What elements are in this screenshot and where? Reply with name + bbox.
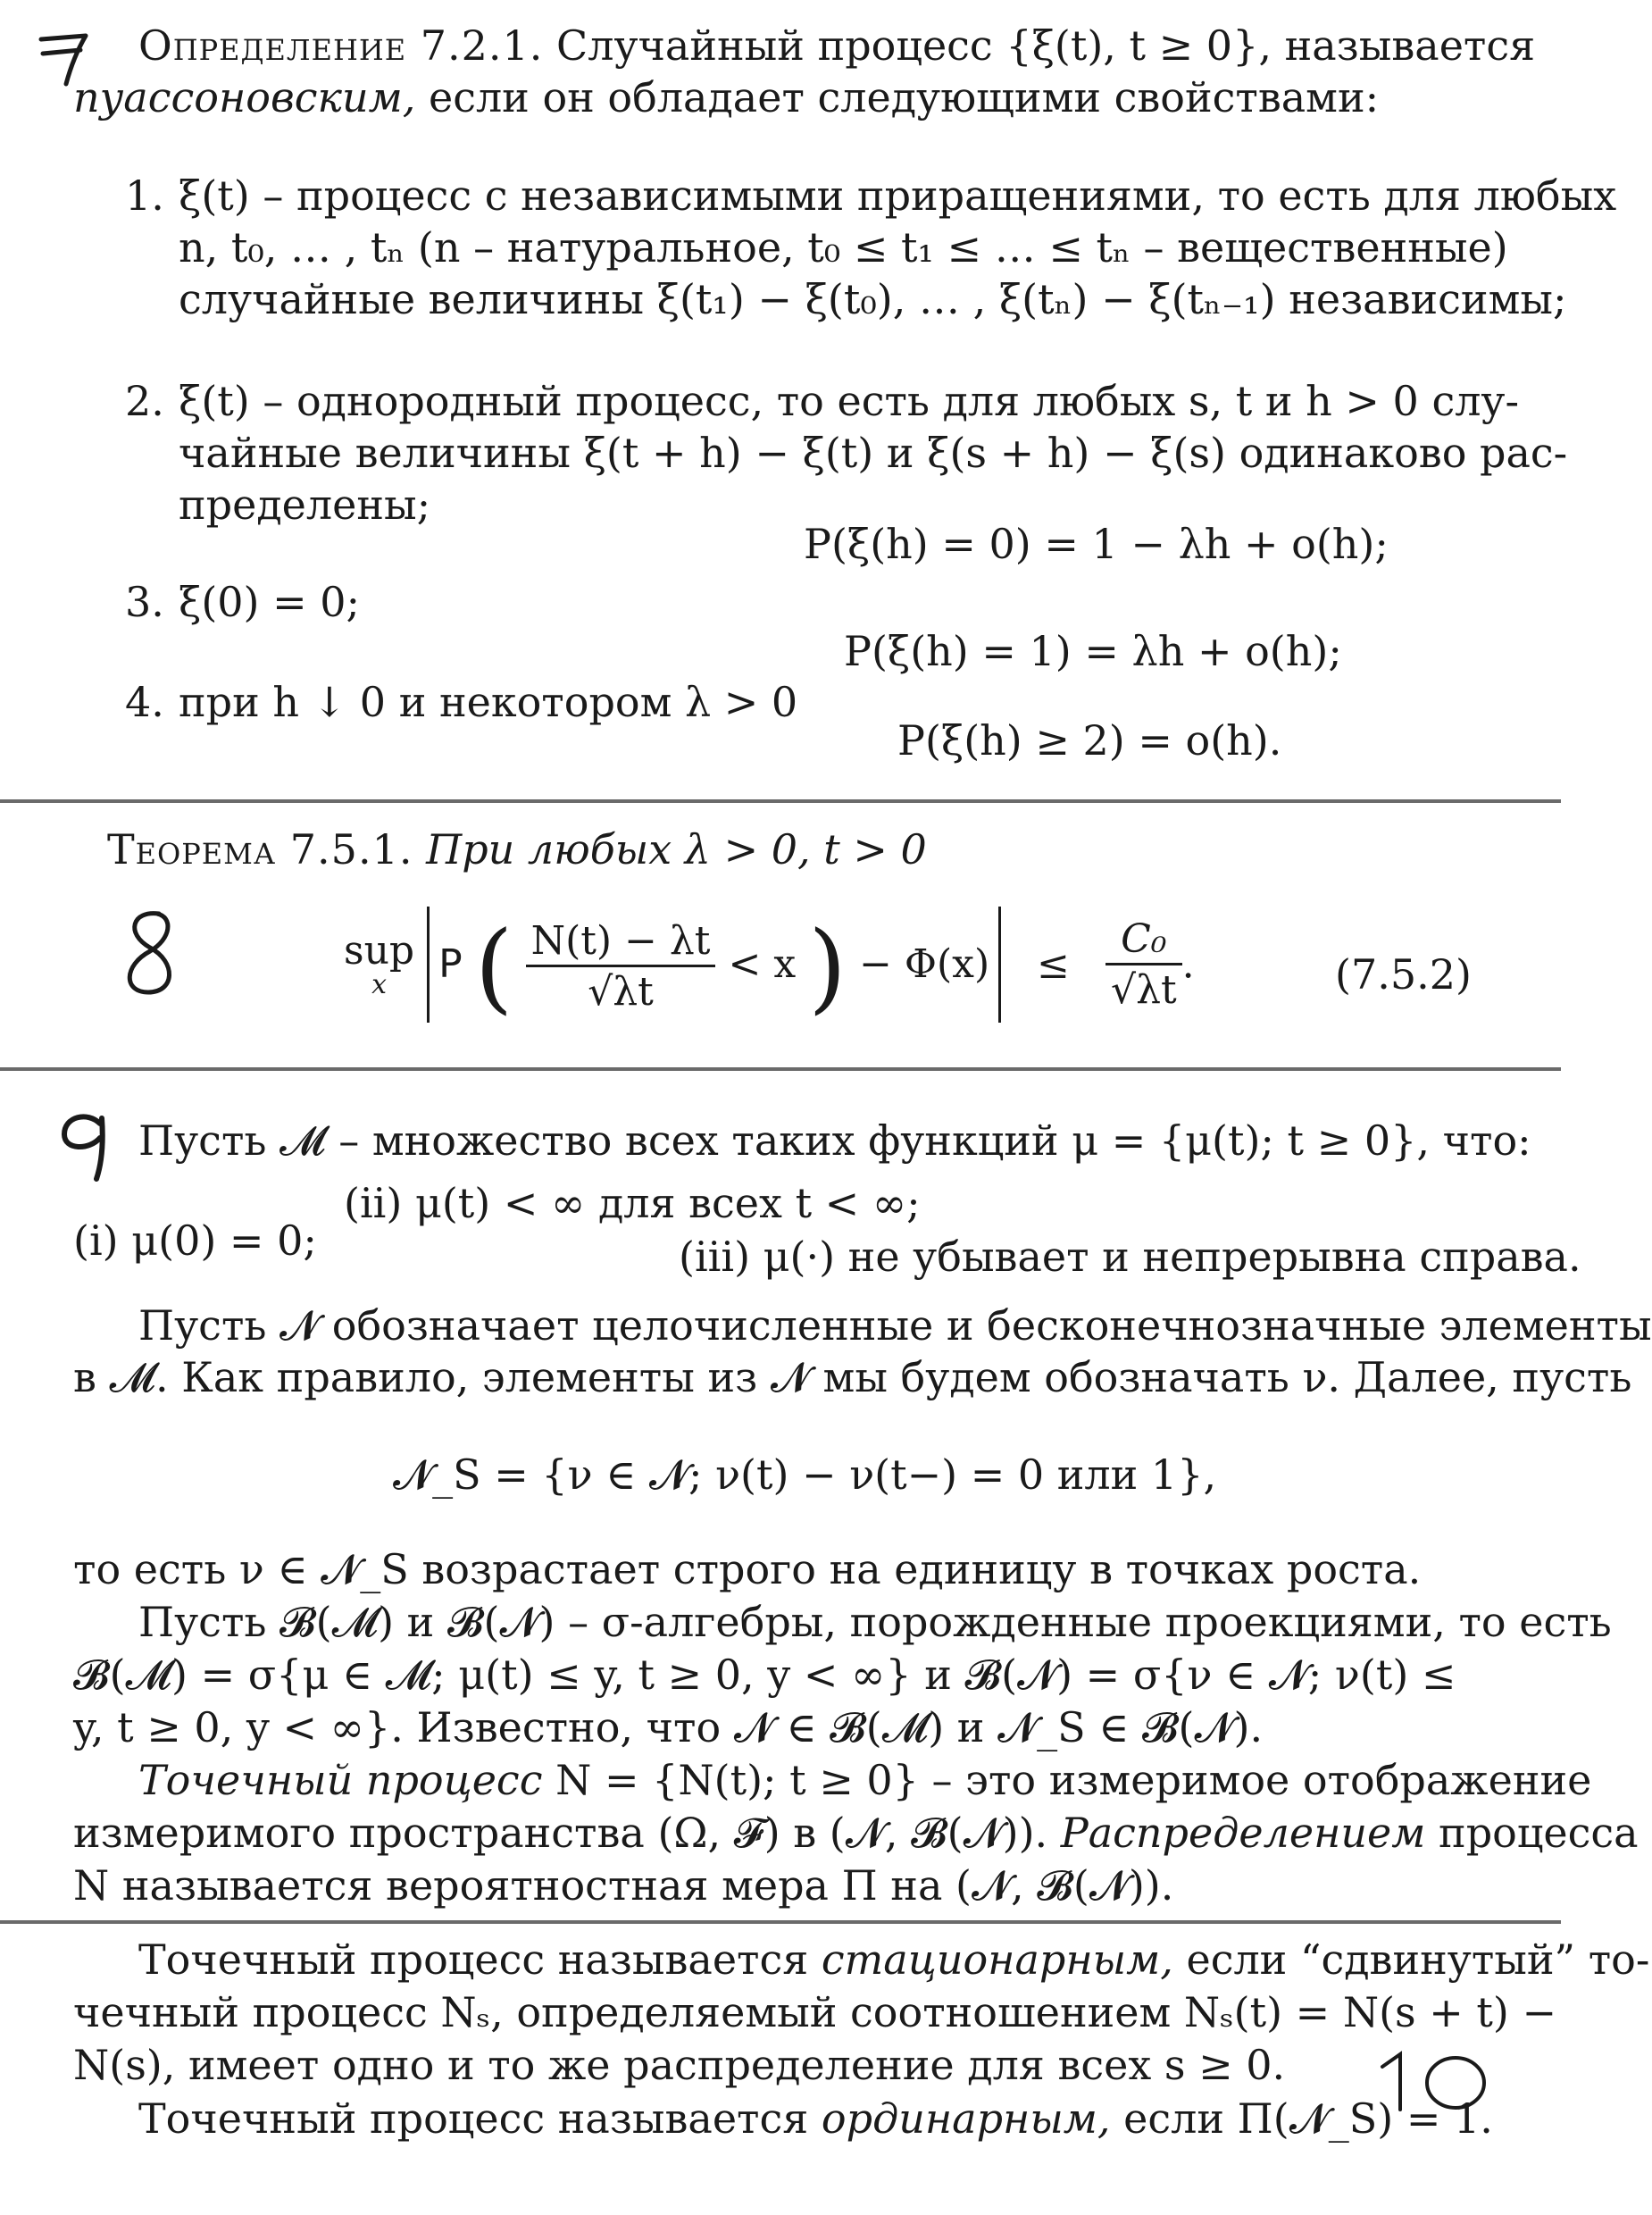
condition-iii: (iii) μ(·) не убывает и непрерывна справа. — [679, 1233, 1581, 1281]
section-divider — [0, 1920, 1561, 1924]
item-2-line2: чайные величины ξ(t + h) − ξ(t) и ξ(s + h) − ξ(s) одинаково рас- — [179, 429, 1568, 477]
ns-display-formula: 𝓝_S = {ν ∈ 𝓝; ν(t) − ν(t−) = 0 или 1}, — [393, 1450, 1217, 1499]
ordinary-term: ординарным, — [821, 2094, 1111, 2143]
stationary-line1a: Точечный процесс называется — [138, 1935, 809, 1984]
definition-intro-line2: если он обладает следующими свойствами: — [428, 73, 1380, 121]
ordinary-line-b: если Π(𝓝_S) = 1. — [1123, 2094, 1493, 2143]
lhs-denominator: √λt — [526, 965, 716, 1016]
n-elements-line1: Пусть 𝓝 обозначает целочисленные и бесконечнозначные элементы — [138, 1301, 1652, 1350]
ns-explanation: то есть ν ∈ 𝓝_S возрастает строго на единицу в точках роста. — [73, 1545, 1422, 1593]
probability-symbol: P — [438, 941, 463, 987]
handwritten-number-9-icon — [54, 1108, 116, 1188]
le-symbol: ≤ — [1037, 941, 1071, 988]
item-1-line3: случайные величины ξ(t₁) − ξ(t₀), … , ξ(tₙ) − ξ(tₙ₋₁) независимы; — [179, 275, 1567, 323]
item-4-number: 4. — [125, 678, 164, 726]
stationary-line3: N(s), имеет одно и то же распределение для всех s ≥ 0. — [73, 2041, 1286, 2089]
point-process-line1: N = {N(t); t ≥ 0} – это измеримое отображение — [555, 1756, 1592, 1804]
theorem-heading: Теорема 7.5.1. — [107, 825, 413, 873]
item-4-text: при h ↓ 0 и некотором λ > 0 — [179, 678, 798, 726]
handwritten-number-8-icon — [114, 907, 195, 1000]
definition-intro-line1: Случайный процесс {ξ(t), t ≥ 0}, называется — [556, 21, 1536, 70]
rhs-numerator: C₀ — [1121, 915, 1167, 962]
lhs-numerator: N(t) − λt — [530, 918, 711, 964]
stationary-term: стационарным, — [821, 1935, 1173, 1984]
sup-operator: sup — [344, 928, 415, 974]
distribution-term: Распределением — [1060, 1809, 1426, 1857]
equation-number: (7.5.2) — [1335, 950, 1472, 999]
sigma-algebra-line1: Пусть 𝓑(𝓜) и 𝓑(𝓝) – σ-алгебры, порожденные проекциями, то есть — [138, 1598, 1612, 1646]
formula-p2: P(ξ(h) ≥ 2) = o(h). — [897, 716, 1282, 765]
m-set-definition: Пусть 𝓜 – множество всех таких функций μ = {μ(t); t ≥ 0}, что: — [138, 1116, 1531, 1165]
sup-subscript: x — [371, 969, 387, 1000]
item-2-line3: пределены; — [179, 481, 431, 529]
formula-p0: P(ξ(h) = 0) = 1 − λh + o(h); — [804, 520, 1389, 568]
lhs-phi: − Φ(x) — [859, 941, 990, 987]
stationary-line1b: если “сдвинутый” то- — [1186, 1935, 1650, 1984]
point-process-line3: N называется вероятностная мера Π на (𝓝, 𝓑(𝓝)). — [73, 1861, 1174, 1910]
n-elements-line2: в 𝓜. Как правило, элементы из 𝓝 мы будем обозначать ν. Далее, пусть — [73, 1353, 1632, 1401]
sigma-algebra-line3: y, t ≥ 0, y < ∞}. Известно, что 𝓝 ∈ 𝓑(𝓜) и 𝓝_S ∈ 𝓑(𝓝). — [73, 1703, 1264, 1751]
item-3-number: 3. — [125, 578, 164, 626]
point-process-term: Точечный процесс — [138, 1756, 543, 1804]
condition-i: (i) μ(0) = 0; — [73, 1216, 317, 1265]
item-1-line2: n, t₀, … , tₙ (n – натуральное, t₀ ≤ t₁ ≤ … ≤ tₙ – вещественные) — [179, 223, 1508, 272]
rhs-denominator: √λt — [1106, 963, 1182, 1014]
sigma-algebra-line2: 𝓑(𝓜) = σ{μ ∈ 𝓜; μ(t) ≤ y, t ≥ 0, y < ∞} и 𝓑(𝓝) = σ{ν ∈ 𝓝; ν(t) ≤ — [73, 1651, 1456, 1699]
definition-heading: Определение 7.2.1. — [138, 21, 544, 70]
lhs-inequality: < x — [728, 941, 797, 987]
theorem-statement: При любых λ > 0, t > 0 — [426, 825, 927, 873]
section-divider — [0, 799, 1561, 803]
item-1-number: 1. — [125, 171, 164, 220]
point-process-line2b: процесса — [1439, 1809, 1639, 1857]
item-2-number: 2. — [125, 377, 164, 425]
item-3-text: ξ(0) = 0; — [179, 578, 361, 626]
condition-ii: (ii) μ(t) < ∞ для всех t < ∞; — [344, 1179, 921, 1227]
point-process-line2a: измеримого пространства (Ω, 𝓕) в (𝓝, 𝓑(𝓝)). — [73, 1809, 1048, 1857]
formula-p1: P(ξ(h) = 1) = λh + o(h); — [844, 627, 1342, 675]
item-2-line1: ξ(t) – однородный процесс, то есть для любых s, t и h > 0 слу- — [179, 377, 1520, 425]
section-divider — [0, 1067, 1561, 1071]
theorem-formula: sup x P ( $\frac{N(t) - \lambda t}{√\lambda t}$ < x ) − Φ(x) ≤ $\frac{\text{C₀}}{√\lambda t}$ . — [344, 907, 1195, 1023]
ordinary-line-a: Точечный процесс называется — [138, 2094, 809, 2143]
item-1-line1: ξ(t) – процесс с независимыми приращениями, то есть для любых — [179, 171, 1617, 220]
definition-term: пуассоновским, — [73, 73, 416, 121]
stationary-line2: чечный процесс Nₛ, определяемый соотношением Nₛ(t) = N(s + t) − — [73, 1988, 1557, 2036]
